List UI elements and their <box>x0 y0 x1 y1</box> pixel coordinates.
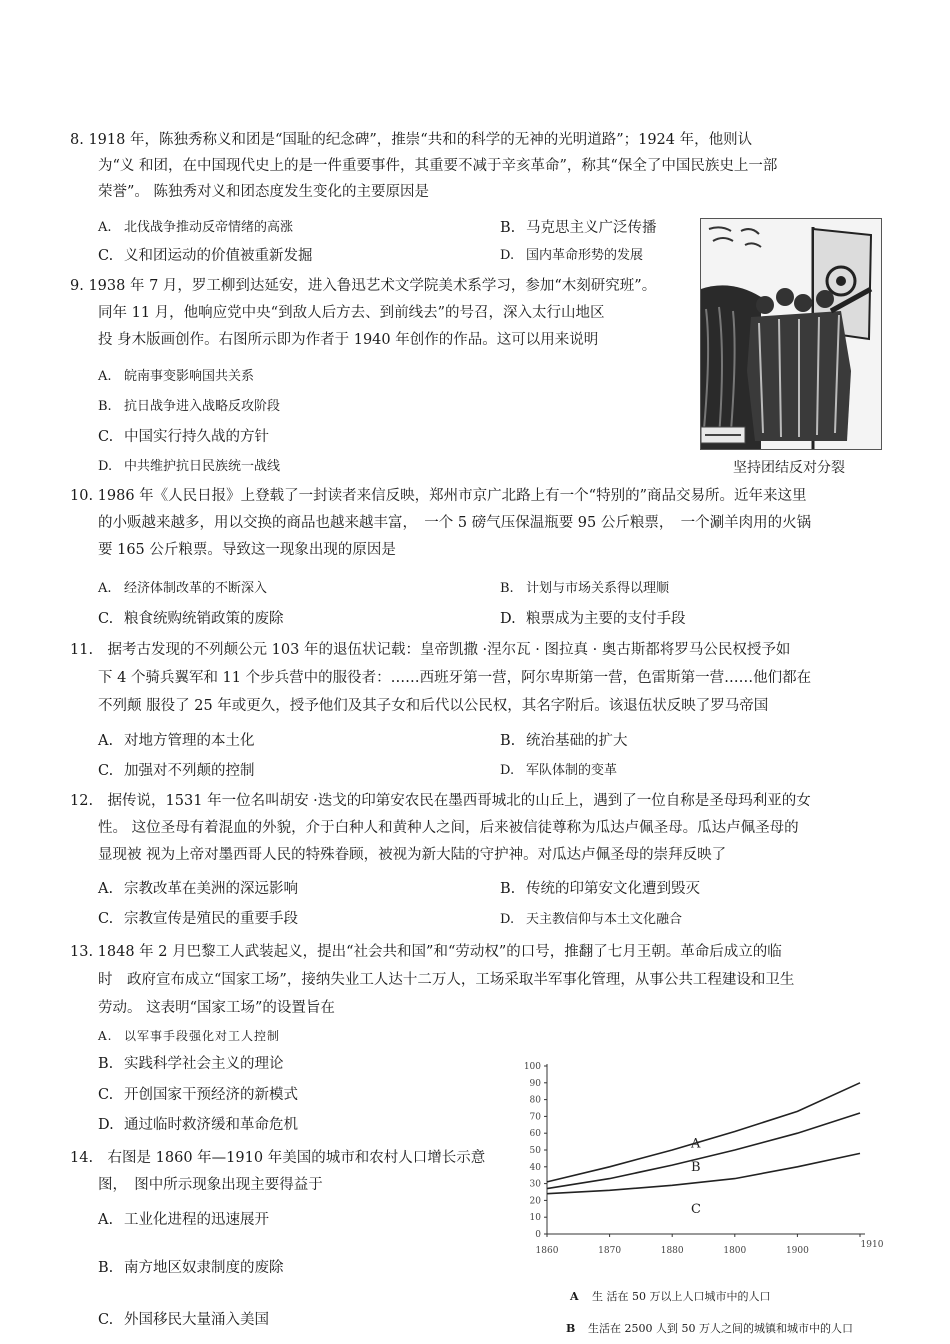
q8-option-d[interactable]: D. 国内革命形势的发展 <box>500 248 644 263</box>
q10-option-b[interactable]: B. 计划与市场关系得以理顺 <box>500 581 670 596</box>
question-9-line: 同年 11 月，他响应党中央“到敌人后方去、到前线去”的号召，深入太行山地区 <box>98 305 605 321</box>
q13-option-c[interactable]: C. 开创国家干预经济的新模式 <box>98 1087 298 1103</box>
q12-option-c[interactable]: C. 宗教宣传是殖民的重要手段 <box>98 911 298 927</box>
legend-item-a: A 生 活在 50 万以上人口城市中的人口 <box>570 1290 771 1303</box>
q11-option-d[interactable]: D. 军队体制的变革 <box>500 763 618 778</box>
woodcut-image <box>700 218 882 450</box>
q14-option-b[interactable]: B. 南方地区奴隶制度的废除 <box>98 1260 284 1276</box>
q9-option-b[interactable]: B. 抗日战争进入战略反攻阶段 <box>98 399 281 414</box>
q13-option-d[interactable]: D. 通过临时救济缓和革命危机 <box>98 1117 298 1133</box>
series-line-b <box>547 1113 860 1189</box>
q11-option-b[interactable]: B. 统治基础的扩大 <box>500 733 628 749</box>
q10-option-a[interactable]: A. 经济体制改革的不断深入 <box>98 581 268 596</box>
question-10-line: 的小贩越来越多，用以交换的商品也越来越丰富， 一个 5 磅气压保温瓶要 95 公斤粮票， 一个涮羊肉用的火锅 <box>98 515 812 531</box>
q9-option-a[interactable]: A. 皖南事变影响国共关系 <box>98 369 255 384</box>
y-tick-label: 100 <box>523 1062 541 1072</box>
q10-option-c[interactable]: C. 粮食统购统销政策的废除 <box>98 611 284 627</box>
question-8-line: 为“义 和团，在中国现代史上的是一件重要事件，其重要不减于辛亥革命”，称其“保全了中国民族史上一部 <box>98 158 778 174</box>
question-14-line: 14. 右图是 1860 年—1910 年美国的城市和农村人口增长示意 <box>70 1150 486 1166</box>
q9-option-d[interactable]: D. 中共维护抗日民族统一战线 <box>98 459 281 474</box>
q12-option-a[interactable]: A. 宗教改革在美洲的深远影响 <box>98 881 298 897</box>
q12-option-d[interactable]: D. 天主教信仰与本土文化融合 <box>500 912 683 927</box>
x-tick-label: 1910 <box>860 1240 884 1250</box>
question-13-line: 时 政府宣布成立“国家工场”，接纳失业工人达十二万人，工场采取半军事化管理，从事公共工程建设和卫生 <box>98 972 795 988</box>
question-8-line: 8. 1918 年，陈独秀称义和团是“国耻的纪念碑”，推崇“共和的科学的无神的光明道路”；1924 年，他则认 <box>70 132 753 148</box>
q11-option-c[interactable]: C. 加强对不列颠的控制 <box>98 763 255 779</box>
series-line-c <box>547 1153 860 1193</box>
q11-option-a[interactable]: A. 对地方管理的本土化 <box>98 733 255 749</box>
legend-item-b: B 生活在 2500 人到 50 万人之间的城镇和城市中的人口 <box>566 1322 853 1335</box>
question-13-line: 13. 1848 年 2 月巴黎工人武装起义，提出“社会共和国”和“劳动权”的口号，推翻了七月王朝。革命后成立的临 <box>70 944 782 960</box>
x-tick-label: 1880 <box>660 1246 684 1256</box>
y-tick-label: 20 <box>529 1196 541 1207</box>
question-11-line: 11. 据考古发现的不列颠公元 103 年的退伍状记载：皇帝凯撒 ·涅尔瓦 · 图拉真 · 奥古斯都将罗马公民权授予如 <box>70 642 791 658</box>
q10-option-d[interactable]: D. 粮票成为主要的支付手段 <box>500 611 686 627</box>
question-10-line: 要 165 公斤粮票。导致这一现象出现的原因是 <box>98 542 396 558</box>
series-line-a <box>547 1083 860 1182</box>
q13-option-b[interactable]: B. 实践科学社会主义的理论 <box>98 1056 284 1072</box>
region-label-a: A <box>690 1136 701 1152</box>
question-14-line: 图， 图中所示现象出现主要得益于 <box>98 1177 323 1193</box>
y-tick-label: 30 <box>529 1179 541 1190</box>
question-10-line: 10. 1986 年《人民日报》上登载了一封读者来信反映，郑州市京广北路上有一个“特别的”商品交易所。近年来这里 <box>70 488 807 504</box>
q12-option-b[interactable]: B. 传统的印第安文化遭到毁灭 <box>500 881 700 897</box>
question-9 <box>70 273 710 354</box>
question-12-line: 显现被 视为上帝对墨西哥人民的特殊眷顾，被视为新大陆的守护神。对瓜达卢佩圣母的崇拜反映了 <box>98 847 727 863</box>
question-14 <box>70 1145 510 1199</box>
question-11-line: 下 4 个骑兵翼军和 11 个步兵营中的服役者：……西班牙第一营，阿尔卑斯第一营，色雷斯第一营……他们都在 <box>98 670 812 686</box>
question-12-line: 12. 据传说，1531 年一位名叫胡安 ·迭戈的印第安农民在墨西哥城北的山丘上，遇到了一位自称是圣母玛利亚的女 <box>70 793 811 809</box>
q13-option-a[interactable]: A. 以军事手段强化对工人控制 <box>98 1029 281 1043</box>
question-10 <box>70 483 890 564</box>
y-tick-label: 50 <box>529 1146 541 1156</box>
q8-option-b[interactable]: B. 马克思主义广泛传播 <box>500 220 657 236</box>
question-12 <box>70 788 890 869</box>
question-9-line: 9. 1938 年 7 月，罗工柳到达延安，进入鲁迅艺术文学院美术系学习，参加“木刻研究班”。 <box>70 278 657 294</box>
y-tick-label: 10 <box>529 1213 541 1224</box>
region-label-b: B <box>690 1160 701 1175</box>
question-12-line: 性。 这位圣母有着混血的外貌，介于白种人和黄种人之间，后来被信徒尊称为瓜达卢佩圣母。瓜达卢佩圣母的 <box>98 820 799 836</box>
x-tick-label: 1900 <box>785 1246 809 1256</box>
y-tick-label: 60 <box>529 1129 541 1140</box>
q9-option-c[interactable]: C. 中国实行持久战的方针 <box>98 429 269 445</box>
region-label-c: C <box>690 1202 701 1217</box>
x-tick-label: 1870 <box>598 1246 622 1256</box>
question-8-line: 荣誉”。 陈独秀对义和团态度发生变化的主要原因是 <box>98 184 430 200</box>
y-tick-label: 70 <box>529 1112 541 1123</box>
x-tick-label: 1860 <box>535 1246 559 1256</box>
y-tick-label: 0 <box>535 1230 541 1240</box>
woodcut-illustration <box>701 219 881 449</box>
question-13-line: 劳动。 这表明“国家工场”的设置旨在 <box>98 1000 335 1016</box>
q8-option-c[interactable]: C. 义和团运动的价值被重新发掘 <box>98 248 313 264</box>
y-tick-label: 90 <box>529 1078 541 1089</box>
y-tick-label: 40 <box>529 1162 541 1173</box>
y-tick-label: 80 <box>529 1095 541 1106</box>
question-9-line: 投 身木版画创作。右图所示即为作者于 1940 年创作的作品。这可以用来说明 <box>98 332 599 348</box>
q14-option-c[interactable]: C. 外国移民大量涌入美国 <box>98 1312 269 1328</box>
question-11 <box>70 636 890 720</box>
q14-option-a[interactable]: A. 工业化进程的迅速展开 <box>98 1212 269 1228</box>
population-chart <box>515 1058 895 1258</box>
woodcut-caption: 坚持团结反对分裂 <box>733 460 845 476</box>
question-8 <box>70 127 890 205</box>
question-11-line: 不列颠 服役了 25 年或更久，授予他们及其子女和后代以公民权，其名字附后。该退伍状反映了罗马帝国 <box>98 698 769 714</box>
x-tick-label: 1800 <box>723 1246 747 1256</box>
q8-option-a[interactable]: A. 北伐战争推动反帝情绪的高涨 <box>98 220 294 235</box>
question-13 <box>70 938 890 1022</box>
